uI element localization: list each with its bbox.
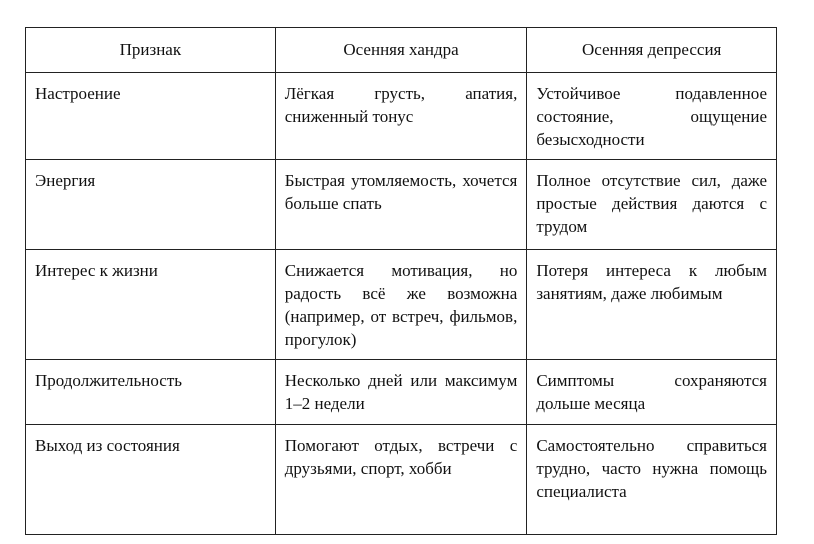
cell: Симптомы сохраняются дольше месяца [527, 360, 777, 425]
cell: Снижается мотивация, но радость всё же возможна (например, от встреч, фильмов, прогулок) [275, 250, 527, 360]
row-label: Настроение [26, 73, 276, 160]
table-row [26, 250, 777, 360]
row-label: Интерес к жизни [26, 250, 276, 360]
cell: Быстрая утомляемость, хочется больше спать [275, 160, 527, 250]
header-cell: Осенняя депрессия [527, 28, 777, 73]
table-row [26, 425, 777, 535]
cell: Самостоятельно справиться трудно, часто нужна помощь специалиста [527, 425, 777, 535]
table-row [26, 73, 777, 160]
row-label: Выход из состояния [26, 425, 276, 535]
table-row [26, 360, 777, 425]
cell: Помогают отдых, встречи с друзьями, спорт, хобби [275, 425, 527, 535]
comparison-table [25, 27, 777, 535]
header-cell: Признак [26, 28, 276, 73]
table-row [26, 160, 777, 250]
cell: Несколько дней или максимум 1–2 недели [275, 360, 527, 425]
header-row [26, 28, 777, 73]
cell: Устойчивое подавленное состояние, ощущение безысходности [527, 73, 777, 160]
row-label: Энергия [26, 160, 276, 250]
cell: Полное отсутствие сил, даже простые действия даются с трудом [527, 160, 777, 250]
cell: Потеря интереса к любым занятиям, даже любимым [527, 250, 777, 360]
header-cell: Осенняя хандра [275, 28, 527, 73]
row-label: Продолжительность [26, 360, 276, 425]
cell: Лёгкая грусть, апатия, сниженный тонус [275, 73, 527, 160]
